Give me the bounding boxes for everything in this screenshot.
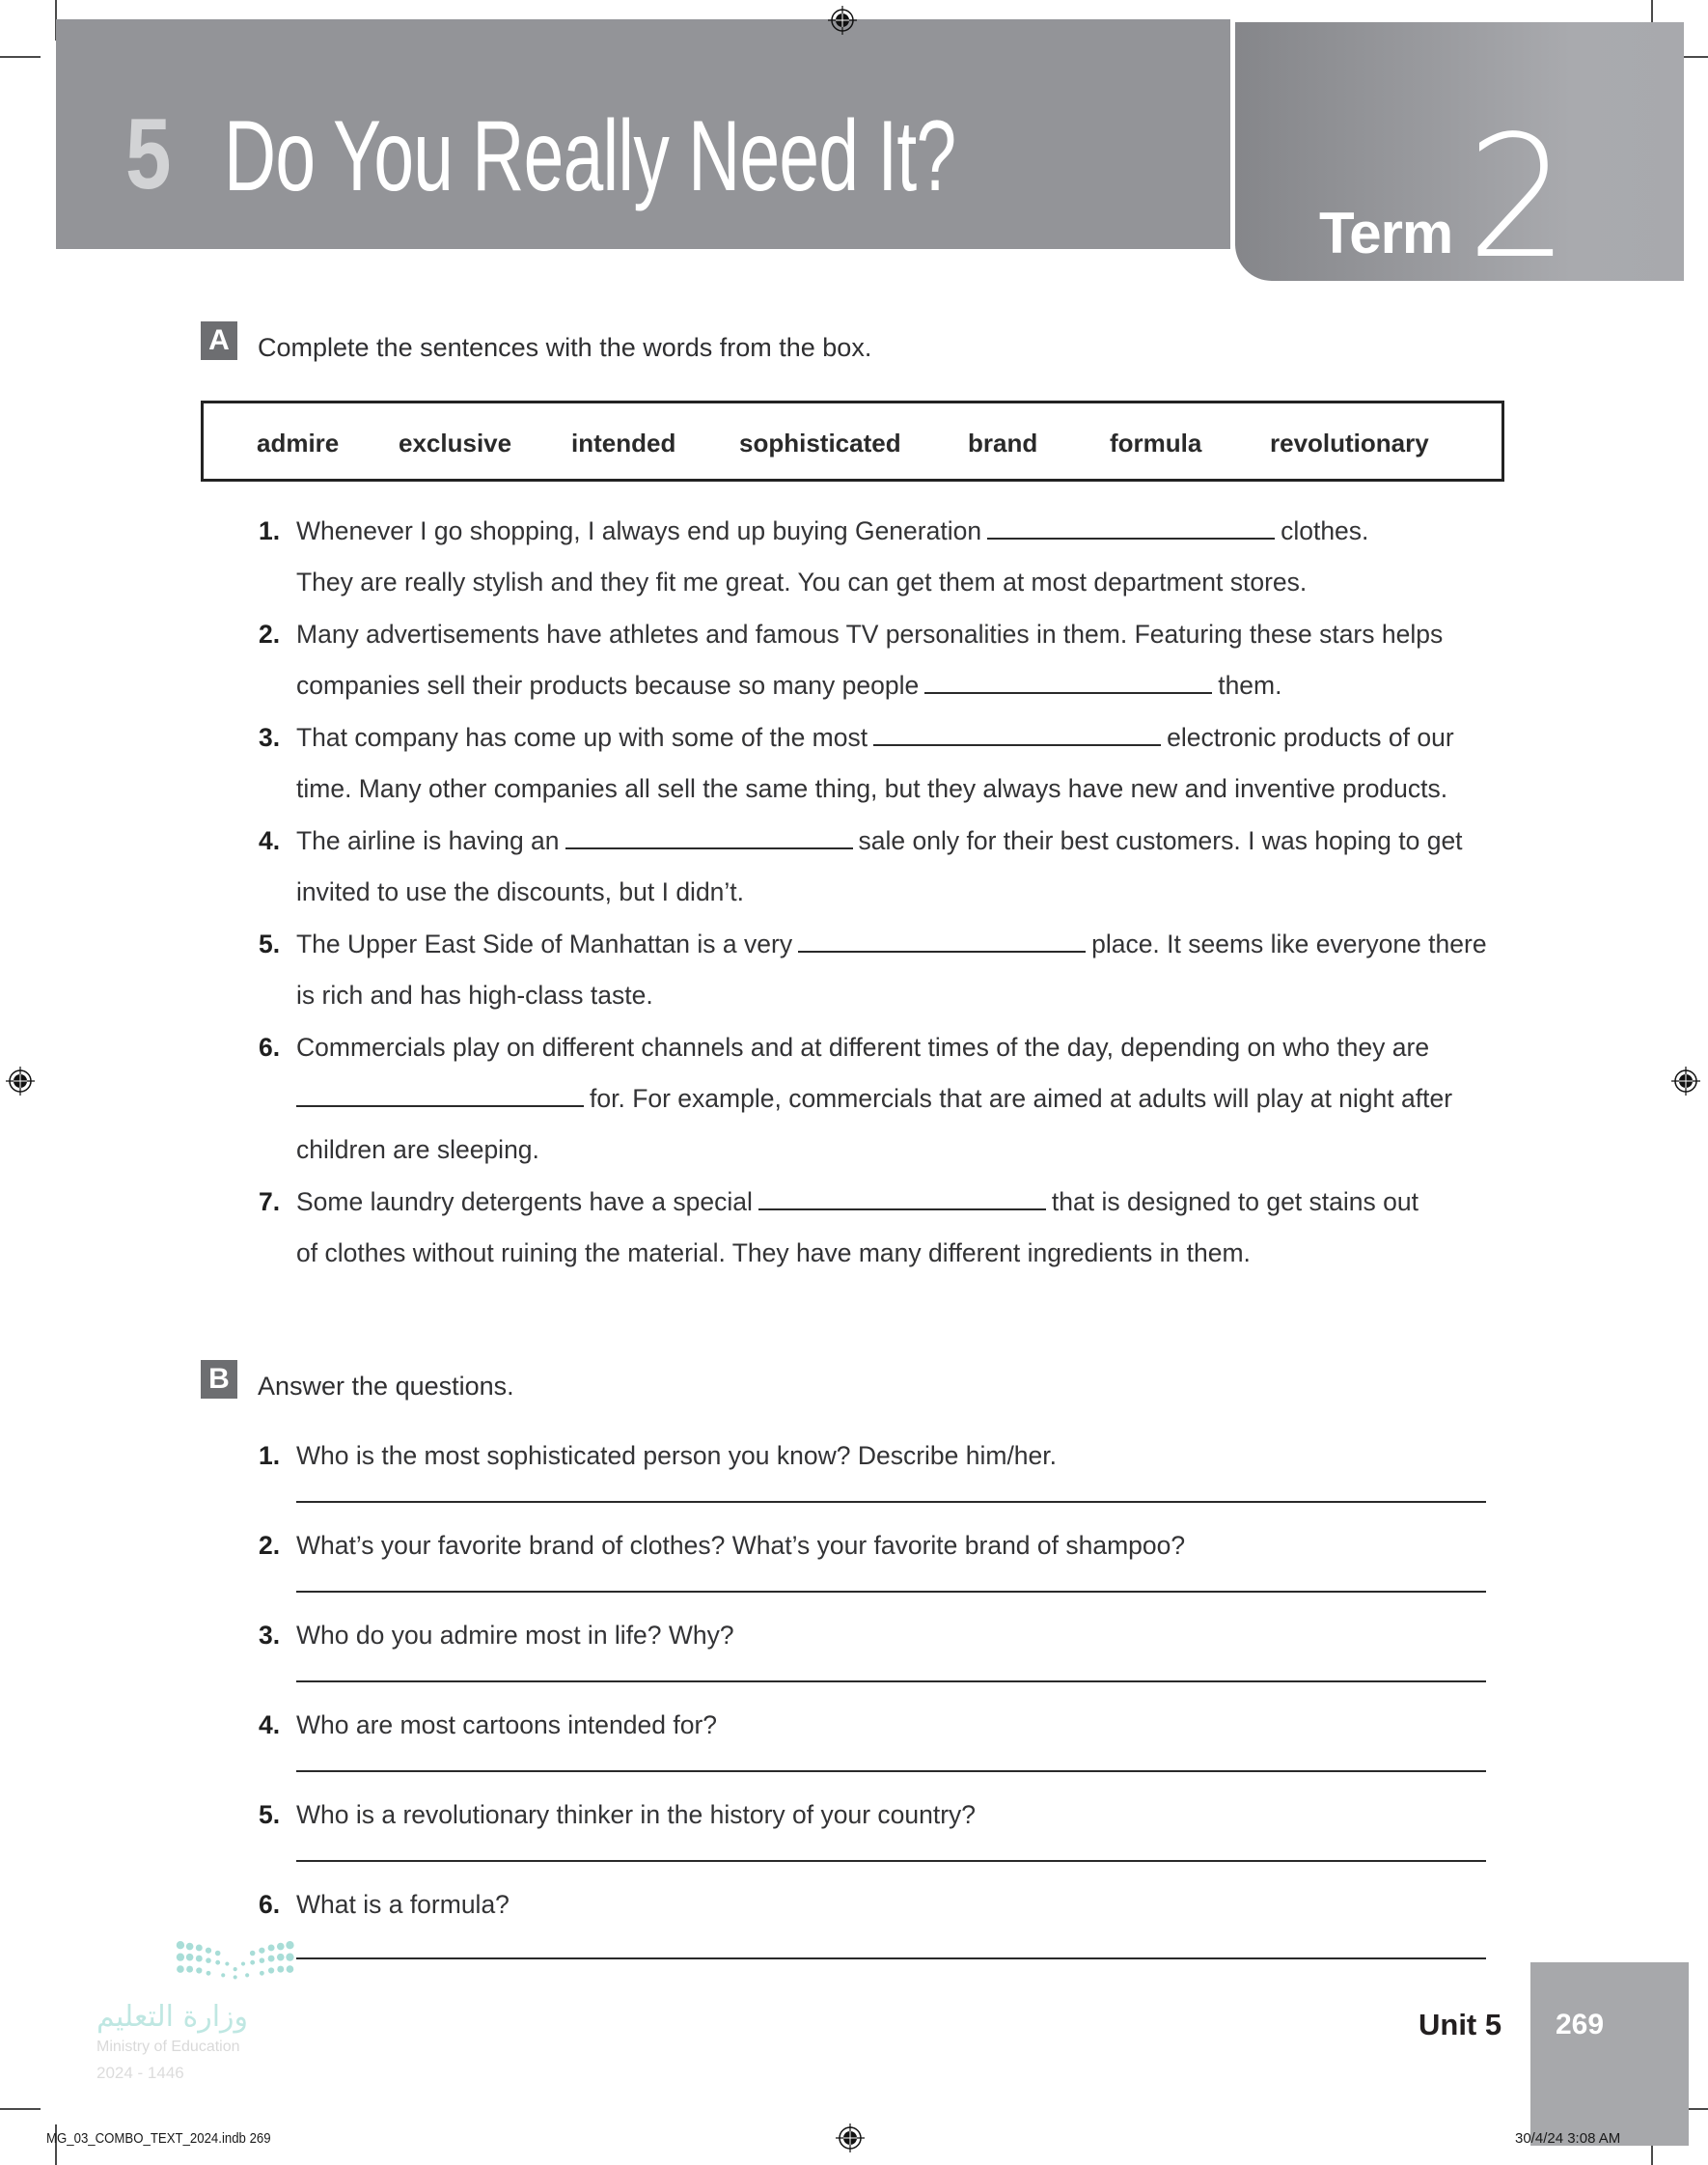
item-text (296, 515, 1368, 546)
question-number: 1. (259, 1441, 281, 1470)
word-box-item: admire (257, 429, 340, 458)
term-label: Term (1319, 201, 1453, 265)
question-number: 2. (259, 1531, 281, 1560)
unit-number: 5 (125, 98, 172, 210)
item-number: 1. (259, 516, 281, 545)
item-text (296, 929, 1487, 959)
item-number: 3. (259, 723, 281, 752)
text-before-blank: The Upper East Side of Manhattan is a very (296, 930, 793, 958)
question-number: 3. (259, 1621, 281, 1650)
text-before-blank: Some laundry detergents have a special (296, 1187, 753, 1216)
footer-print-date: 30/4/24 3:08 AM (1515, 2130, 1621, 2147)
fill-blank[interactable] (296, 1086, 584, 1107)
ministry-year: 2024 - 1446 (96, 2064, 184, 2082)
item-number: 7. (259, 1187, 281, 1216)
section-b-badge: B (201, 1360, 237, 1399)
question-number: 4. (259, 1710, 281, 1739)
item-number: 5. (259, 930, 281, 958)
text-before-blank: The airline is having an (296, 826, 560, 855)
text-before-blank: companies sell their products because so many people (296, 671, 920, 700)
text-after-blank: them. (1218, 671, 1282, 700)
item-number: 6. (259, 1033, 281, 1062)
text-after-blank: place. It seems like everyone there (1091, 930, 1487, 958)
question-number: 5. (259, 1800, 281, 1829)
item-number: 2. (259, 620, 281, 649)
text-before-blank: That company has come up with some of the most (296, 723, 868, 752)
ministry-logo-icon (174, 1930, 347, 1993)
item-text: is rich and has high-class taste. (296, 981, 653, 1010)
item-text: time. Many other companies all sell the same thing, but they always have new and inventive products. (296, 774, 1448, 803)
unit-label: Unit 5 (1419, 2008, 1502, 2041)
item-text (296, 1186, 1419, 1217)
word-box-item: exclusive (399, 429, 512, 458)
question-text: Who is a revolutionary thinker in the history of your country? (296, 1800, 977, 1829)
footer-file-slug: MG_03_COMBO_TEXT_2024.indb 269 (46, 2130, 271, 2147)
fill-blank[interactable] (873, 725, 1161, 746)
registration-mark-icon (6, 1067, 35, 1096)
word-box-item: brand (968, 429, 1038, 458)
answer-line[interactable] (296, 1770, 1486, 1772)
item-text: Commercials play on different channels and at different times of the day, depending on who they are (296, 1033, 1430, 1062)
answer-line[interactable] (296, 1957, 1486, 1959)
ministry-arabic-name: وزارة التعليم (96, 2000, 249, 2034)
fill-blank[interactable] (924, 673, 1212, 694)
text-after-blank: for. For example, commercials that are aimed at adults will play at night after (590, 1084, 1453, 1113)
page-number-box (1530, 1962, 1689, 2146)
page-title: Do You Really Need It? (224, 100, 956, 212)
question-text: Who do you admire most in life? Why? (296, 1621, 734, 1650)
text-after-blank: that is designed to get stains out (1051, 1187, 1419, 1216)
crop-mark (0, 56, 41, 58)
registration-mark-icon (1671, 1067, 1700, 1096)
crop-mark (0, 2108, 41, 2110)
question-text: What’s your favorite brand of clothes? What’s your favorite brand of shampoo? (296, 1531, 1186, 1560)
item-text: They are really stylish and they fit me great. You can get them at most department stores. (296, 568, 1308, 597)
item-text: of clothes without ruining the material. They have many different ingredients in them. (296, 1238, 1251, 1267)
text-after-blank: sale only for their best customers. I was hoping to get (858, 826, 1463, 855)
answer-line[interactable] (296, 1860, 1486, 1862)
section-a-badge: A (201, 321, 237, 360)
answer-line[interactable] (296, 1501, 1486, 1503)
page-number: 269 (1556, 2009, 1605, 2040)
word-box-item: intended (571, 429, 676, 458)
section-b-instruction: Answer the questions. (258, 1372, 514, 1401)
term-number: 2 (1467, 100, 1569, 296)
section-a-instruction: Complete the sentences with the words from the box. (258, 333, 872, 362)
word-box (201, 401, 1504, 482)
question-text: Who is the most sophisticated person you know? Describe him/her. (296, 1441, 1058, 1470)
item-text: Many advertisements have athletes and famous TV personalities in them. Featuring these stars helps (296, 620, 1444, 649)
text-after-blank: electronic products of our (1167, 723, 1454, 752)
item-number: 4. (259, 826, 281, 855)
text-before-blank: Whenever I go shopping, I always end up buying Generation (296, 516, 982, 545)
question-text: What is a formula? (296, 1890, 510, 1919)
word-box-item: formula (1110, 429, 1202, 458)
item-text: children are sleeping. (296, 1135, 539, 1164)
word-box-item: sophisticated (739, 429, 901, 458)
word-box-item: revolutionary (1270, 429, 1429, 458)
item-text (296, 722, 1454, 753)
text-after-blank: clothes. (1281, 516, 1369, 545)
ministry-english-name: Ministry of Education (96, 2039, 240, 2055)
term-box (1235, 22, 1684, 296)
item-text (296, 1083, 1452, 1114)
item-text (296, 670, 1281, 701)
registration-mark-icon (828, 6, 857, 35)
question-number: 6. (259, 1890, 281, 1919)
registration-mark-icon (836, 2123, 865, 2152)
fill-blank[interactable] (758, 1189, 1046, 1210)
question-text: Who are most cartoons intended for? (296, 1710, 718, 1739)
item-text (296, 825, 1463, 856)
fill-blank[interactable] (987, 518, 1275, 540)
answer-line[interactable] (296, 1591, 1486, 1593)
item-text: invited to use the discounts, but I didn’t. (296, 877, 745, 906)
fill-blank[interactable] (565, 828, 853, 849)
fill-blank[interactable] (798, 931, 1086, 953)
answer-line[interactable] (296, 1680, 1486, 1682)
